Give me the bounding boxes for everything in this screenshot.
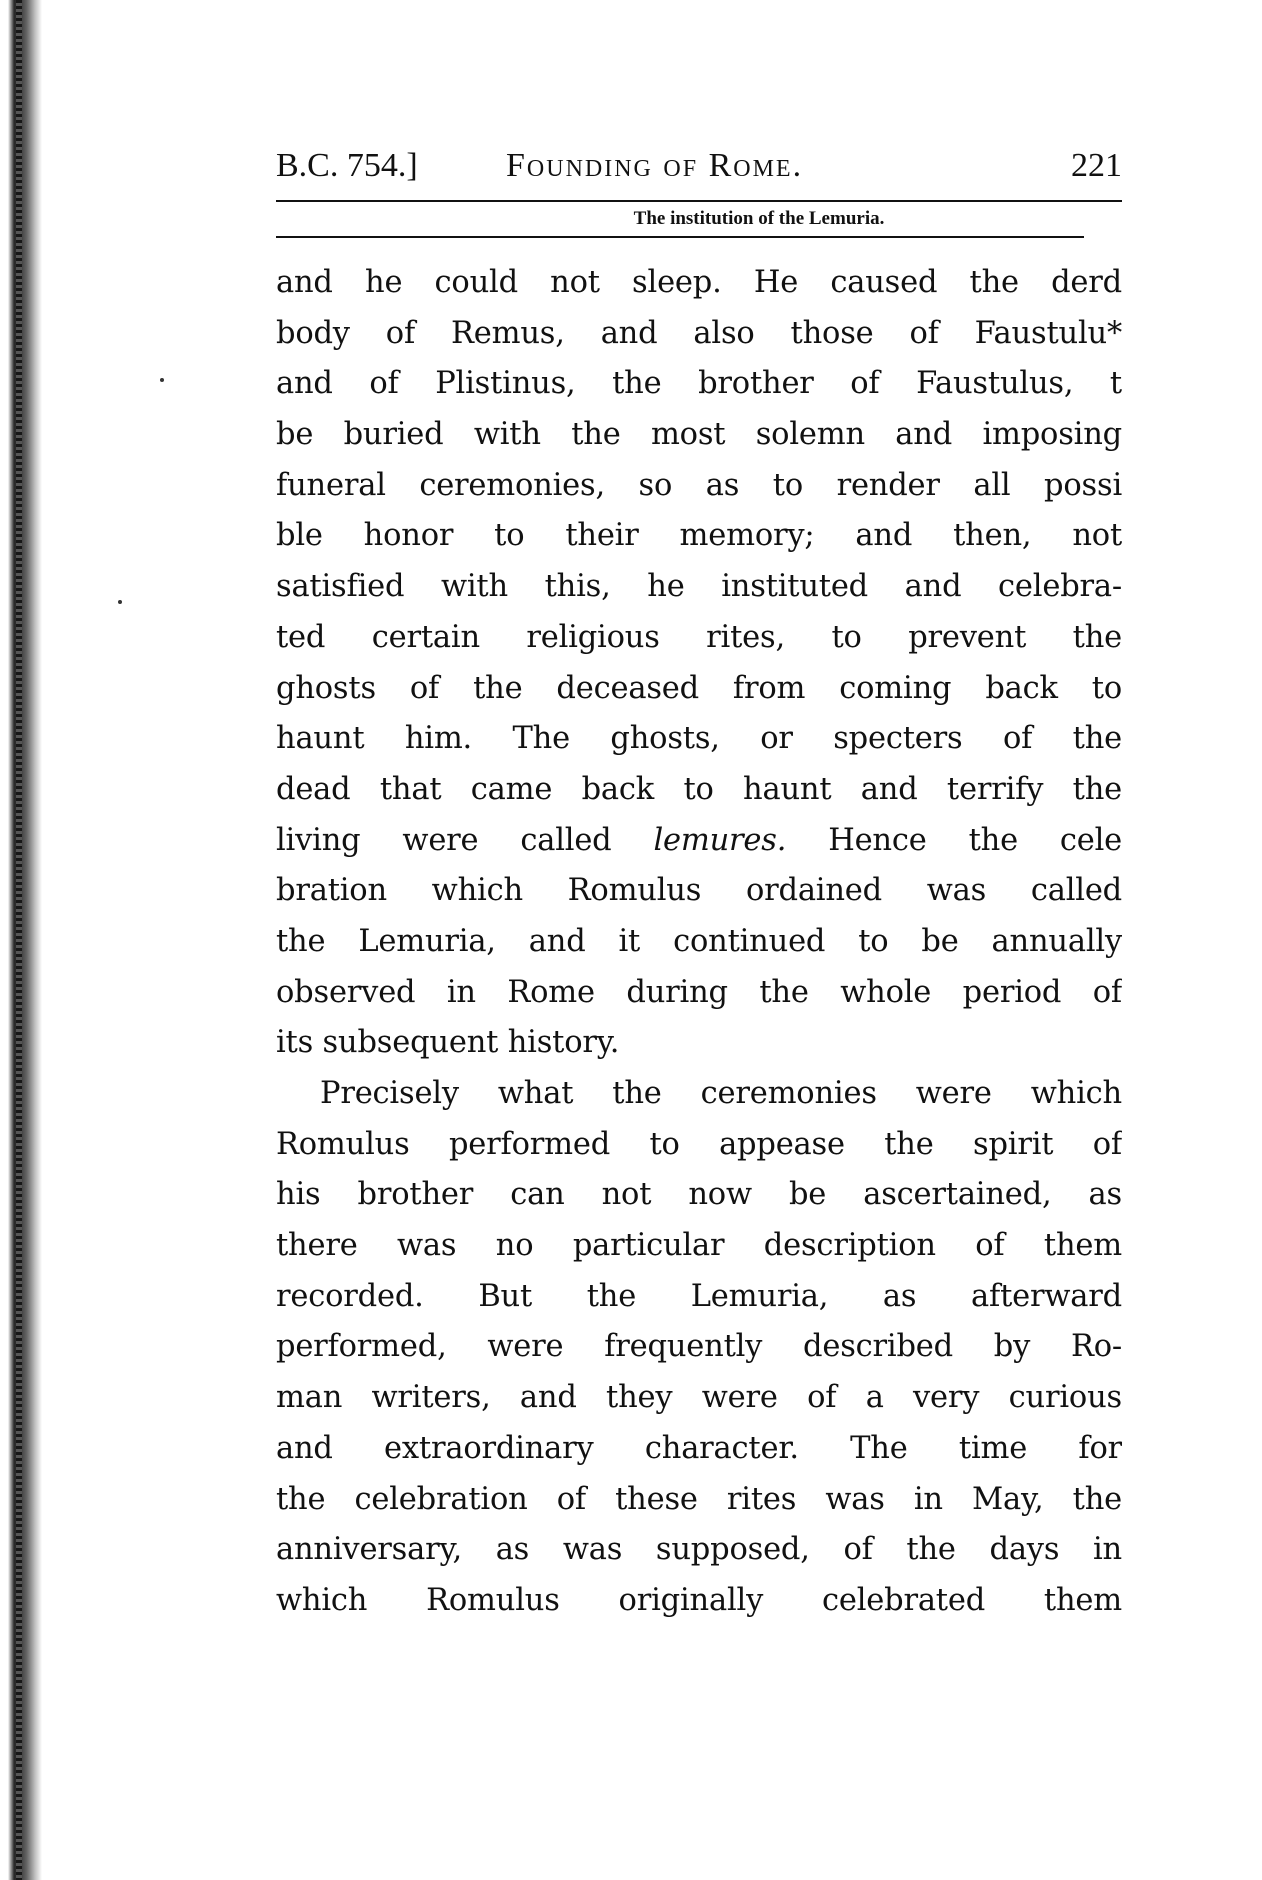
text-line-mixed [276, 816, 1122, 867]
text-line: and extraordinary character. The time for [276, 1430, 1122, 1466]
text-line: performed, were frequently described by Ro- [276, 1329, 1122, 1365]
page-number: 221 [1071, 147, 1122, 184]
text-line: and he could not sleep. He caused the derd [276, 265, 1122, 300]
text-line: bration which Romulus ordained was called [276, 873, 1122, 909]
text-line: satisfied with this, he instituted and celebra- [276, 569, 1122, 605]
margin-speck [118, 600, 122, 604]
text-line: ghosts of the deceased from coming back to [276, 670, 1122, 706]
text-line: there was no particular description of them [276, 1228, 1122, 1264]
text-line: haunt him. The ghosts, or specters of the [276, 721, 1122, 757]
text-line: funeral ceremonies, so as to render all possi [276, 467, 1122, 503]
text-line: dead that came back to haunt and terrify the [276, 771, 1122, 807]
text-line: and of Plistinus, the brother of Faustulus, t [276, 366, 1122, 402]
section-subheading: The institution of the Lemuria. [633, 208, 885, 229]
text-line: be buried with the most solemn and imposing [276, 417, 1122, 453]
book-page [276, 140, 1122, 1627]
text-segment: Hence the cele [786, 822, 1122, 858]
text-line: body of Remus, and also those of Faustulu* [276, 315, 1122, 351]
text-line: the celebration of these rites was in May, the [276, 1481, 1122, 1517]
header-title: Founding of Rome. [506, 147, 804, 184]
text-line: the Lemuria, and it continued to be annually [276, 923, 1122, 959]
subheading-rule [276, 236, 1084, 238]
text-line: which Romulus originally celebrated them [276, 1582, 1122, 1618]
text-segment: living were called [276, 822, 612, 858]
text-line: his brother can not now be ascertained, as [276, 1177, 1122, 1213]
text-line: Romulus performed to appease the spirit of [276, 1126, 1122, 1162]
text-line: recorded. But the Lemuria, as afterward [276, 1278, 1122, 1314]
running-header [276, 140, 1122, 192]
text-line: man writers, and they were of a very curious [276, 1380, 1122, 1416]
italic-term: lemures. [653, 822, 787, 858]
text-line: ble honor to their memory; and then, not [276, 518, 1122, 554]
margin-speck [160, 378, 164, 382]
text-line: observed in Rome during the whole period of [276, 974, 1122, 1010]
book-binding-edge [8, 0, 42, 1880]
body-text [276, 258, 1122, 1627]
text-line: ted certain religious rites, to prevent the [276, 619, 1122, 655]
text-line: anniversary, as was supposed, of the days in [276, 1532, 1122, 1568]
text-line: Precisely what the ceremonies were which [320, 1076, 1122, 1111]
header-date: B.C. 754.] [276, 147, 418, 184]
text-line: its subsequent history. [276, 1025, 620, 1061]
